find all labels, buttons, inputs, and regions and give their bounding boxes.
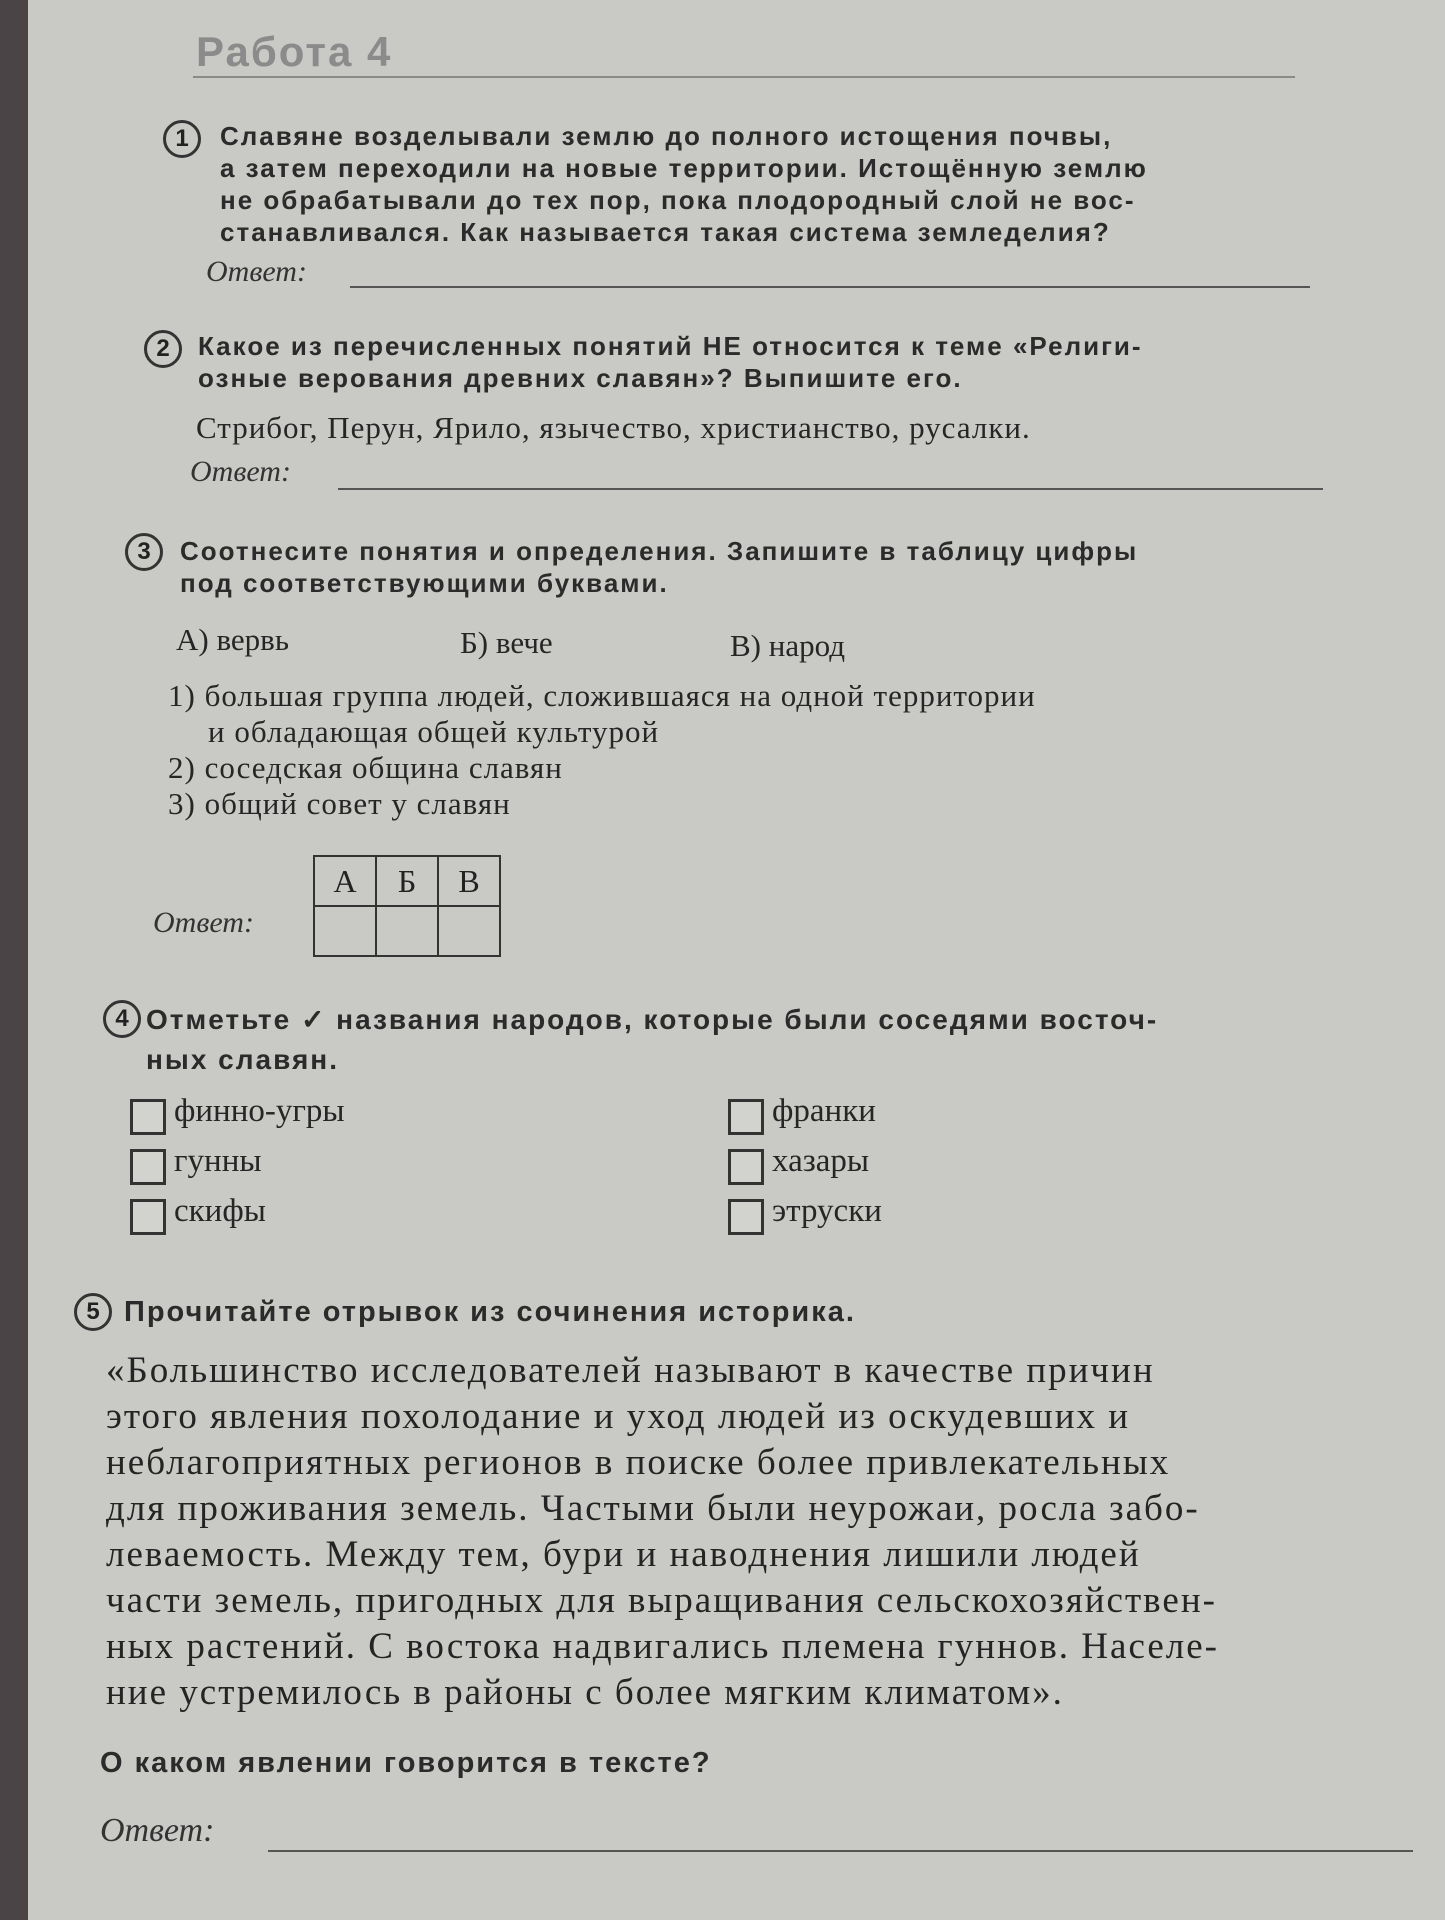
- q2-text: [198, 330, 1308, 394]
- passage-line: «Большинство исследователей называют в качестве причин: [106, 1350, 1155, 1391]
- q1-line: а затем переходили на новые территории. Истощённую землю: [220, 153, 1148, 183]
- checkbox-option[interactable]: [728, 1143, 882, 1193]
- table-header-b: Б: [376, 856, 438, 906]
- q3-definition: 3) общий совет у славян: [168, 786, 511, 821]
- q3-answer-table: [313, 855, 501, 957]
- q3-line: Соотнесите понятия и определения. Запишите в таблицу цифры: [180, 536, 1139, 566]
- q1-answer-line[interactable]: [350, 286, 1310, 288]
- q2-line: озные верования древних славян»? Выпишите его.: [198, 363, 963, 393]
- checkbox[interactable]: [130, 1199, 166, 1235]
- q1-line: Славяне возделывали землю до полного истощения почвы,: [220, 121, 1113, 151]
- q5-answer-line[interactable]: [268, 1850, 1413, 1852]
- title-divider: [193, 76, 1295, 78]
- passage-line: для проживания земель. Частыми были неурожаи, росла забо-: [106, 1488, 1200, 1529]
- passage-line: ние устремилось в районы с более мягким климатом».: [106, 1672, 1064, 1713]
- q2-options: Стрибог, Перун, Ярило, язычество, христианство, русалки.: [196, 410, 1031, 445]
- q5-number: 5: [74, 1293, 112, 1331]
- option-label: скифы: [174, 1193, 266, 1229]
- q3-answer-label: Ответ:: [153, 906, 254, 939]
- table-header-v: В: [438, 856, 500, 906]
- q3-number: 3: [125, 533, 163, 571]
- q3-term-b: Б) вече: [460, 625, 553, 660]
- q1-line: не обрабатывали до тех пор, пока плодородный слой не вос-: [220, 185, 1136, 215]
- option-label: хазары: [772, 1143, 870, 1179]
- answer-cell-a[interactable]: [314, 906, 376, 956]
- passage-line: неблагоприятных регионов в поиске более привлекательных: [106, 1442, 1171, 1483]
- q1-line: станавливался. Как называется такая система земледелия?: [220, 217, 1111, 247]
- q5-answer-label: Ответ:: [100, 1812, 215, 1849]
- q1-text: [220, 120, 1300, 248]
- answer-cell-b[interactable]: [376, 906, 438, 956]
- option-label: франки: [772, 1093, 876, 1129]
- checkbox[interactable]: [130, 1099, 166, 1135]
- q4-number: 4: [103, 1000, 141, 1038]
- q3-definition: и обладающая общей культурой: [208, 714, 660, 749]
- table-header-a: А: [314, 856, 376, 906]
- q1-answer-label: Ответ:: [206, 255, 307, 288]
- q3-line: под соответствующими буквами.: [180, 568, 669, 598]
- passage-line: леваемость. Между тем, бури и наводнения лишили людей: [106, 1534, 1141, 1575]
- checkbox[interactable]: [130, 1149, 166, 1185]
- answer-cell-v[interactable]: [438, 906, 500, 956]
- passage-line: части земель, пригодных для выращивания сельскохозяйствен-: [106, 1580, 1217, 1621]
- checkbox-option[interactable]: [130, 1193, 345, 1243]
- q4-text: [146, 1000, 1346, 1080]
- page-title: Работа 4: [196, 28, 393, 75]
- workbook-page: [28, 0, 1445, 1920]
- q4-options-left: [130, 1093, 345, 1243]
- q5-question: О каком явлении говорится в тексте?: [100, 1747, 712, 1779]
- q3-text: [180, 535, 1330, 599]
- checkbox-option[interactable]: [728, 1093, 882, 1143]
- option-label: гунны: [174, 1143, 262, 1179]
- q3-definition: 2) соседская община славян: [168, 750, 563, 785]
- checkbox[interactable]: [728, 1199, 764, 1235]
- q1-number: 1: [163, 120, 201, 158]
- checkbox[interactable]: [728, 1149, 764, 1185]
- q4-line: Отметьте ✓ названия народов, которые были соседями восточ-: [146, 1004, 1159, 1035]
- q2-number: 2: [144, 330, 182, 368]
- passage-line: ных растений. С востока надвигались племена гуннов. Населе-: [106, 1626, 1219, 1667]
- passage-line: этого явления похолодание и уход людей из оскудевших и: [106, 1396, 1131, 1437]
- q4-line: ных славян.: [146, 1044, 339, 1075]
- checkbox[interactable]: [728, 1099, 764, 1135]
- checkbox-option[interactable]: [728, 1193, 882, 1243]
- checkbox-option[interactable]: [130, 1143, 345, 1193]
- checkbox-option[interactable]: [130, 1093, 345, 1143]
- q2-answer-label: Ответ:: [190, 455, 291, 488]
- option-label: финно-угры: [174, 1093, 345, 1129]
- q3-definition: 1) большая группа людей, сложившаяся на одной территории: [168, 678, 1036, 713]
- option-label: этруски: [772, 1193, 882, 1229]
- q5-prompt: Прочитайте отрывок из сочинения историка.: [124, 1296, 856, 1328]
- q3-term-v: В) народ: [730, 628, 845, 663]
- q4-options-right: [728, 1093, 882, 1243]
- q3-term-a: А) вервь: [176, 622, 289, 657]
- q3-definitions: [168, 678, 1036, 822]
- q2-line: Какое из перечисленных понятий НЕ относится к теме «Религи-: [198, 331, 1143, 361]
- q2-answer-line[interactable]: [338, 488, 1323, 490]
- q5-passage: [106, 1348, 1426, 1716]
